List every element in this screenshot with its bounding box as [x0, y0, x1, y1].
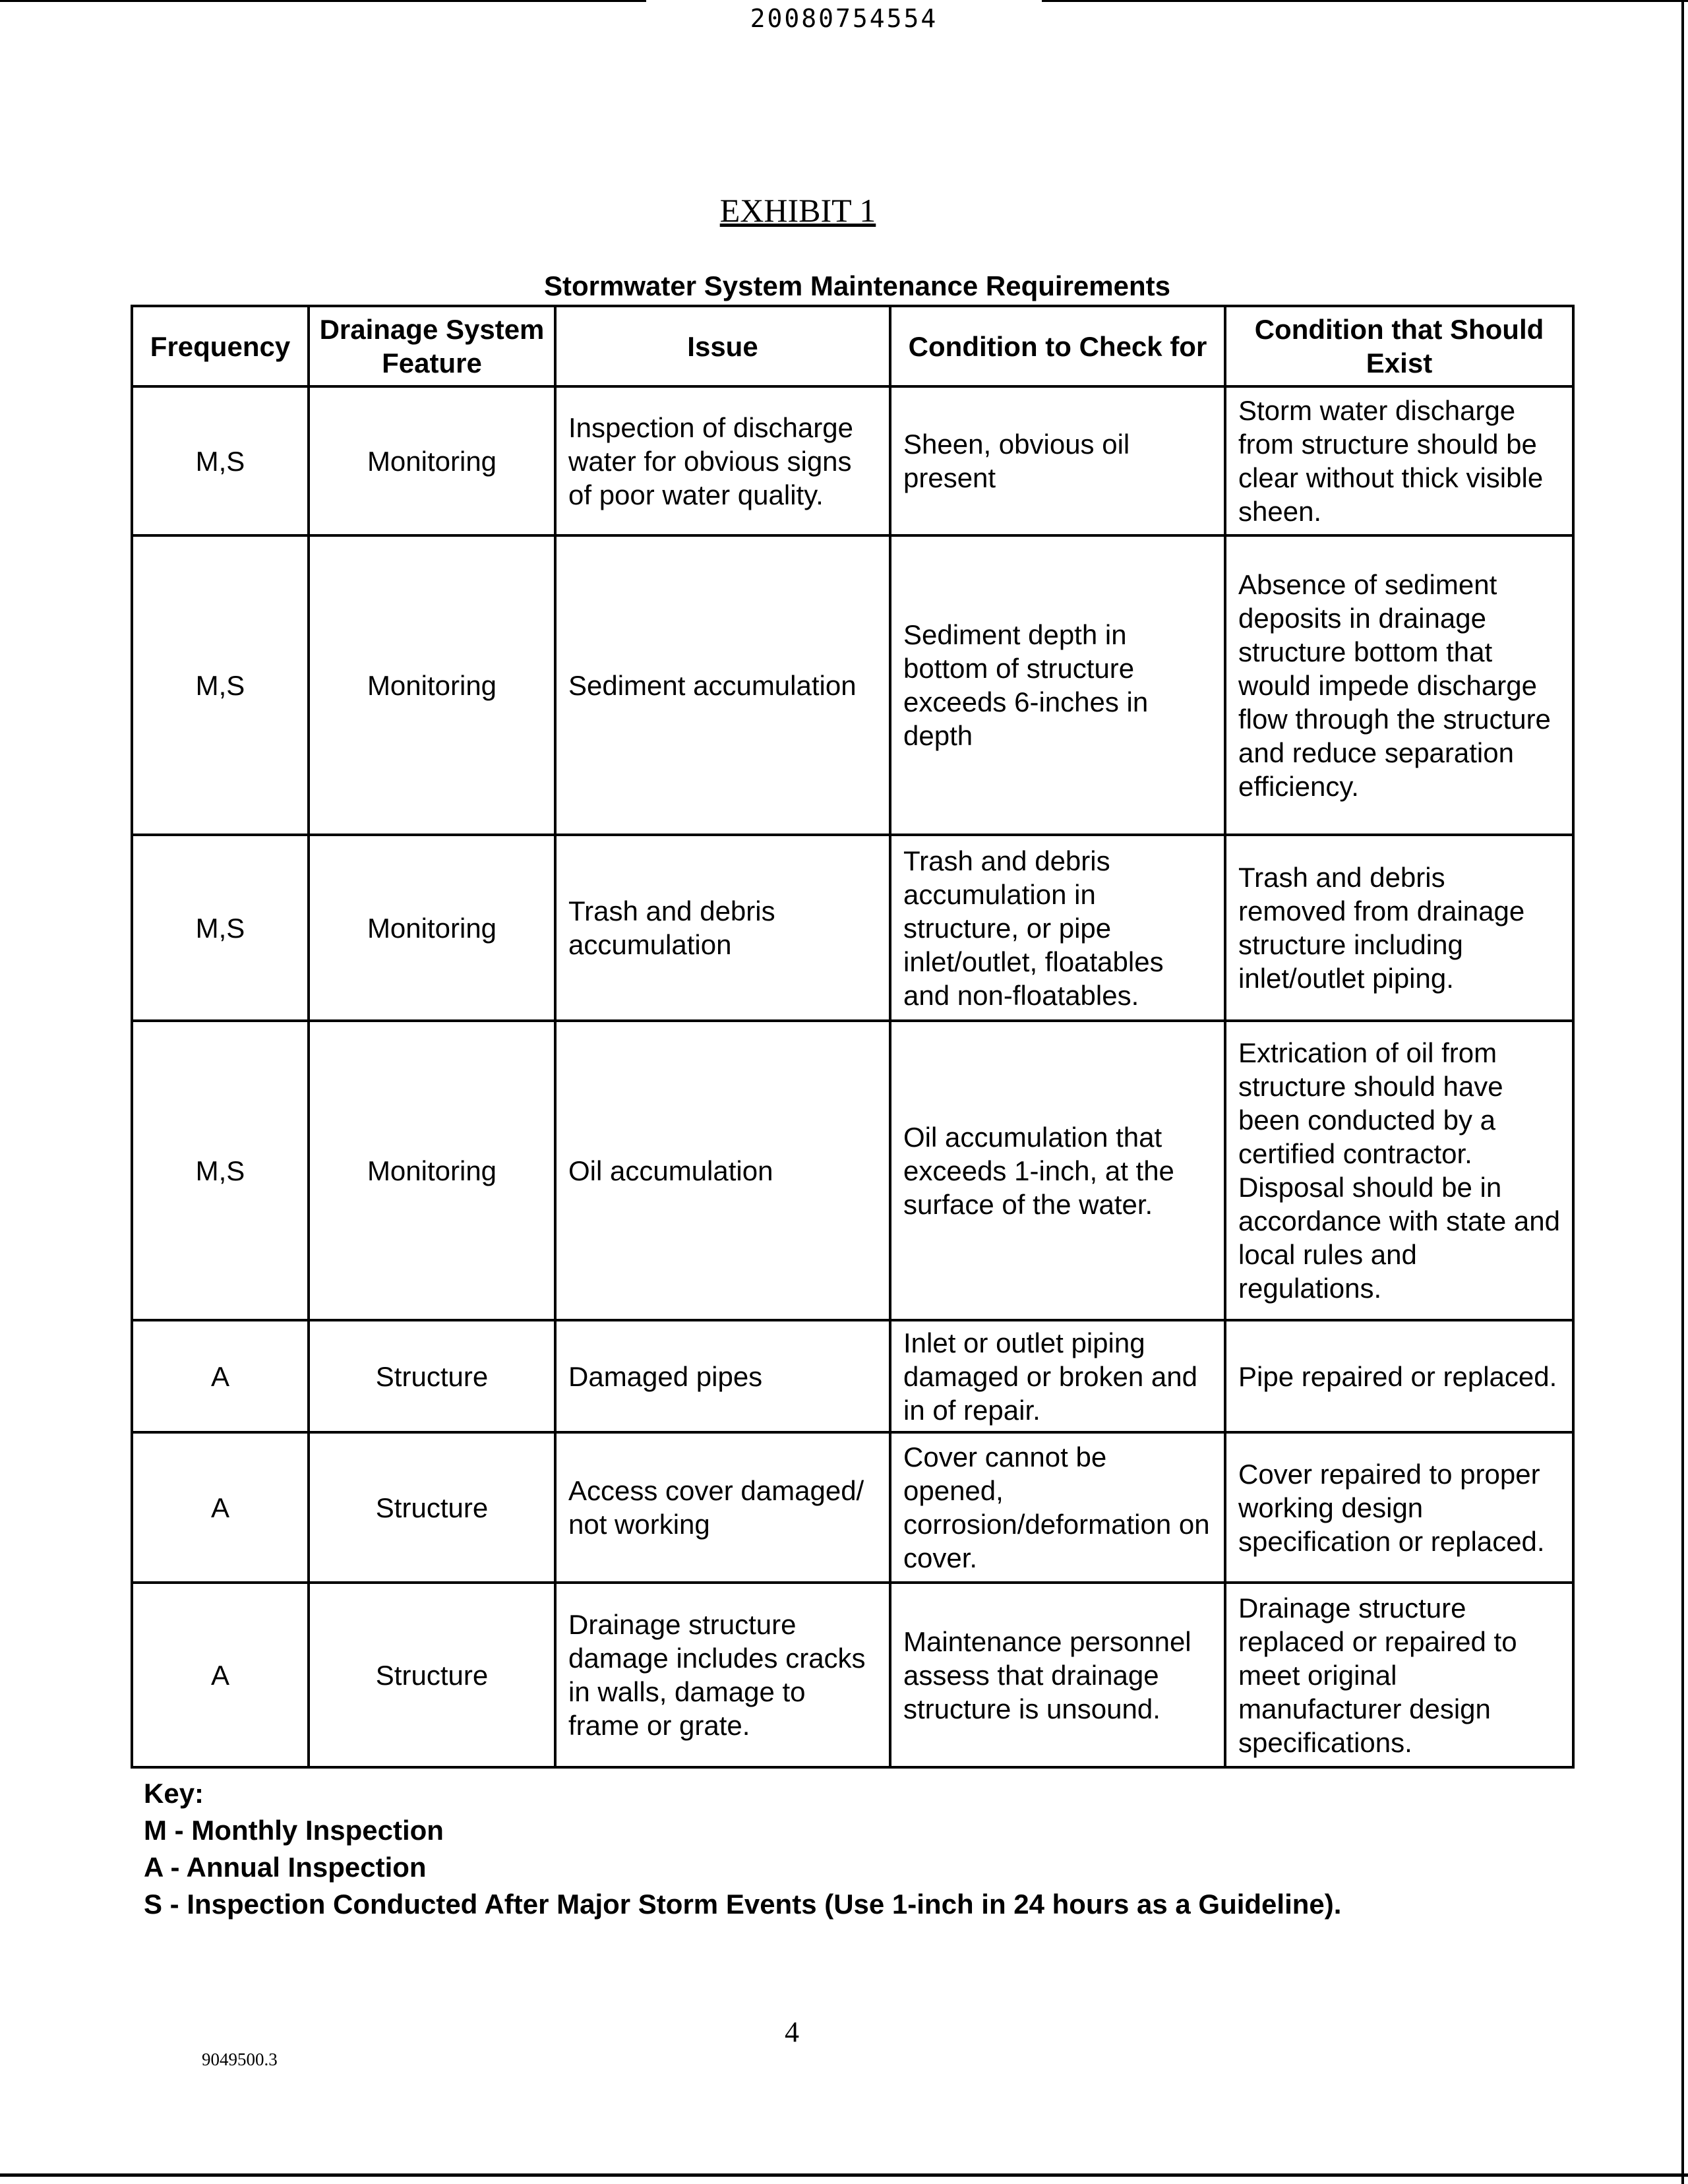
cell-exist: Extrication of oil from structure should have been conducted by a certified contractor. Disposal should be in accordance with state and local rules and regulations.	[1225, 1021, 1573, 1320]
header-issue: Issue	[555, 306, 890, 386]
table-row	[132, 835, 1573, 1021]
cell-check: Oil accumulation that exceeds 1-inch, at the surface of the water.	[890, 1021, 1225, 1320]
cell-frequency: A	[132, 1432, 309, 1583]
cell-check: Inlet or outlet piping damaged or broken and in of repair.	[890, 1320, 1225, 1432]
document-number: 20080754554	[750, 4, 938, 33]
key-title: Key:	[144, 1778, 204, 1809]
cell-issue: Trash and debris accumulation	[555, 835, 890, 1021]
header-drainage-feature: Drainage System Feature	[309, 306, 555, 386]
header-condition-check: Condition to Check for	[890, 306, 1225, 386]
right-border	[1681, 0, 1684, 2184]
page-number: 4	[785, 2016, 799, 2048]
table-row	[132, 1583, 1573, 1767]
table-row	[132, 1021, 1573, 1320]
cell-check: Sheen, obvious oil present	[890, 386, 1225, 535]
bottom-border	[0, 2173, 1688, 2177]
cell-frequency: M,S	[132, 535, 309, 835]
cell-frequency: A	[132, 1583, 309, 1767]
cell-exist: Storm water discharge from structure should be clear without thick visible sheen.	[1225, 386, 1573, 535]
key-legend	[144, 1775, 1341, 1923]
header-condition-exist: Condition that Should Exist	[1225, 306, 1573, 386]
cell-frequency: A	[132, 1320, 309, 1432]
cell-frequency: M,S	[132, 386, 309, 535]
cell-check: Sediment depth in bottom of structure exceeds 6-inches in depth	[890, 535, 1225, 835]
cell-issue: Oil accumulation	[555, 1021, 890, 1320]
cell-check: Cover cannot be opened, corrosion/deformation on cover.	[890, 1432, 1225, 1583]
exhibit-heading: EXHIBIT 1	[719, 192, 876, 229]
cell-issue: Sediment accumulation	[555, 535, 890, 835]
key-item-storm: S - Inspection Conducted After Major Storm Events (Use 1-inch in 24 hours as a Guideline).	[144, 1889, 1342, 1920]
table-row	[132, 535, 1573, 835]
cell-issue: Access cover damaged/ not working	[555, 1432, 890, 1583]
top-border-left	[0, 0, 646, 2]
cell-feature: Monitoring	[309, 1021, 555, 1320]
table-row	[132, 1432, 1573, 1583]
cell-issue: Drainage structure damage includes cracks in walls, damage to frame or grate.	[555, 1583, 890, 1767]
cell-feature: Monitoring	[309, 835, 555, 1021]
cell-check: Trash and debris accumulation in structure, or pipe inlet/outlet, floatables and non-floatables.	[890, 835, 1225, 1021]
cell-feature: Structure	[309, 1432, 555, 1583]
table-header-row	[132, 306, 1573, 386]
cell-exist: Pipe repaired or replaced.	[1225, 1320, 1573, 1432]
cell-issue: Inspection of discharge water for obvious signs of poor water quality.	[555, 386, 890, 535]
cell-issue: Damaged pipes	[555, 1320, 890, 1432]
cell-exist: Cover repaired to proper working design specification or replaced.	[1225, 1432, 1573, 1583]
cell-exist: Drainage structure replaced or repaired to meet original manufacturer design specifications.	[1225, 1583, 1573, 1767]
table-row	[132, 1320, 1573, 1432]
header-frequency: Frequency	[132, 306, 309, 386]
cell-frequency: M,S	[132, 1021, 309, 1320]
footer-code: 9049500.3	[202, 2049, 278, 2069]
table-row	[132, 386, 1573, 535]
cell-exist: Absence of sediment deposits in drainage structure bottom that would impede discharge flow through the structure and reduce separation efficiency.	[1225, 535, 1573, 835]
top-border-right	[1042, 0, 1688, 2]
cell-exist: Trash and debris removed from drainage structure including inlet/outlet piping.	[1225, 835, 1573, 1021]
cell-feature: Structure	[309, 1320, 555, 1432]
cell-feature: Monitoring	[309, 535, 555, 835]
maintenance-table	[131, 305, 1575, 1769]
key-item-monthly: M - Monthly Inspection	[144, 1815, 444, 1846]
cell-check: Maintenance personnel assess that drainage structure is unsound.	[890, 1583, 1225, 1767]
table-title: Stormwater System Maintenance Requirements	[544, 270, 1170, 301]
cell-feature: Structure	[309, 1583, 555, 1767]
key-item-annual: A - Annual Inspection	[144, 1852, 427, 1883]
cell-feature: Monitoring	[309, 386, 555, 535]
cell-frequency: M,S	[132, 835, 309, 1021]
